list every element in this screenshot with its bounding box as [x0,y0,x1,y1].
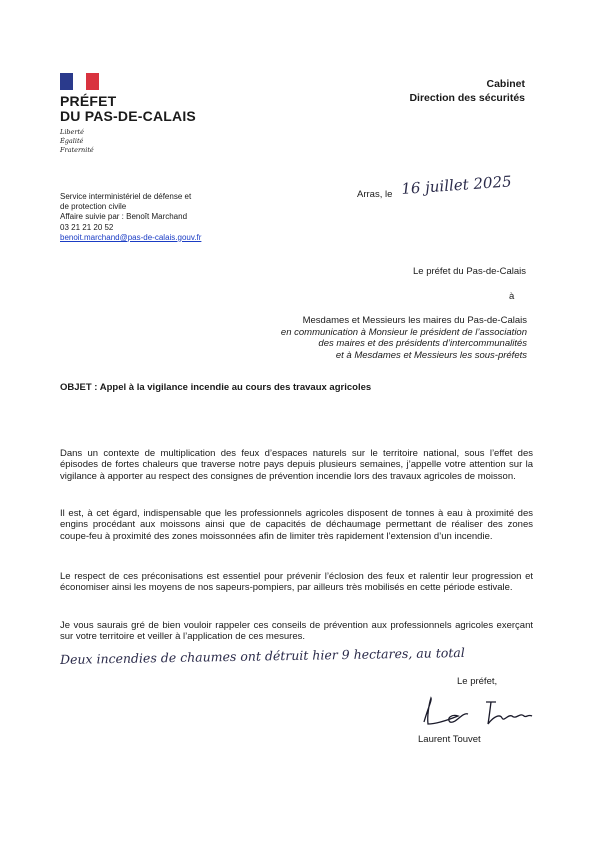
body-paragraph-3: Le respect de ces préconisations est essentiel pour prévenir l’éclosion des feux et ralentir leur progression et économiser ainsi les moyens de nos sapeurs-pompiers, par ailleurs très mobilisés en cette période estivale. [60,571,533,594]
letter-subject: OBJET : Appel à la vigilance incendie au cours des travaux agricoles [60,382,372,393]
service-line-1: Service interministériel de défense et [60,192,192,201]
prefecture-title [60,94,196,124]
recipient-line-2: en communication à Monsieur le président de l’association [280,326,527,338]
phone-number: 03 21 21 20 52 [60,222,114,232]
motto-egalite: Égalité [60,137,84,145]
body-paragraph-4: Je vous saurais gré de bien vouloir rappeler ces conseils de prévention aux professionnels agricoles exerçant sur votre territoire et veiller à l’application de ces mesures. [60,620,533,643]
service-line-2: de protection civile [60,202,127,212]
handwritten-note: Deux incendies de chaumes ont détruit hier 9 hectares, au total [59,644,465,667]
addressee-to: à [509,291,515,302]
motto-liberte: Liberté [60,128,84,136]
recipient-line-3: des maires et des présidents d’intercommunalités [318,338,527,349]
affaire-suivie: Affaire suivie par : Benoît Marchand [60,212,188,222]
sender-line: Le préfet du Pas-de-Calais [412,266,526,277]
signoff: Le préfet, [457,676,498,687]
prefet-line-1: PRÉFET [60,93,117,109]
cabinet-label: Cabinet [486,78,525,90]
date-place: Arras, le [357,189,393,200]
direction-label: Direction des sécurités [409,92,525,104]
service-block [60,192,201,243]
marianne-flag-logo [60,73,99,90]
body-paragraph-1: Dans un contexte de multiplication des feux d’espaces naturels sur le territoire national, sous l’effet des épisodes de fortes chaleurs que traverse notre pays depuis plusieurs semaines, j’appelle votre attention sur la vigilance à apporter au respect des consignes de prévention incendie lors des travaux agricoles de moisson. [60,448,533,482]
recipient-line-1: Mesdames et Messieurs les maires du Pas-de-Calais [302,315,527,326]
signature-image [418,694,536,728]
prefet-line-2: DU PAS-DE-CALAIS [60,108,196,124]
recipient-line-4: et à Mesdames et Messieurs les sous-préfets [335,349,527,361]
handwritten-date: 16 juillet 2025 [400,172,513,198]
motto-fraternite: Fraternité [60,146,94,154]
signatory-name: Laurent Touvet [418,734,481,745]
body-paragraph-2: Il est, à cet égard, indispensable que les professionnels agricoles disposent de tonnes à eau à proximité des engins procédant aux moissons ainsi que de capacités de déchaumage permettant de réaliser des zones coupe-feu à proximité des zones moissonnées afin de limiter très rapidement l’extension d’un incendie. [60,508,533,542]
cabinet-header [409,77,525,105]
recipients-block [281,315,527,361]
republic-motto [60,128,94,155]
email-link[interactable]: benoit.marchand@pas-de-calais.gouv.fr [60,232,202,242]
